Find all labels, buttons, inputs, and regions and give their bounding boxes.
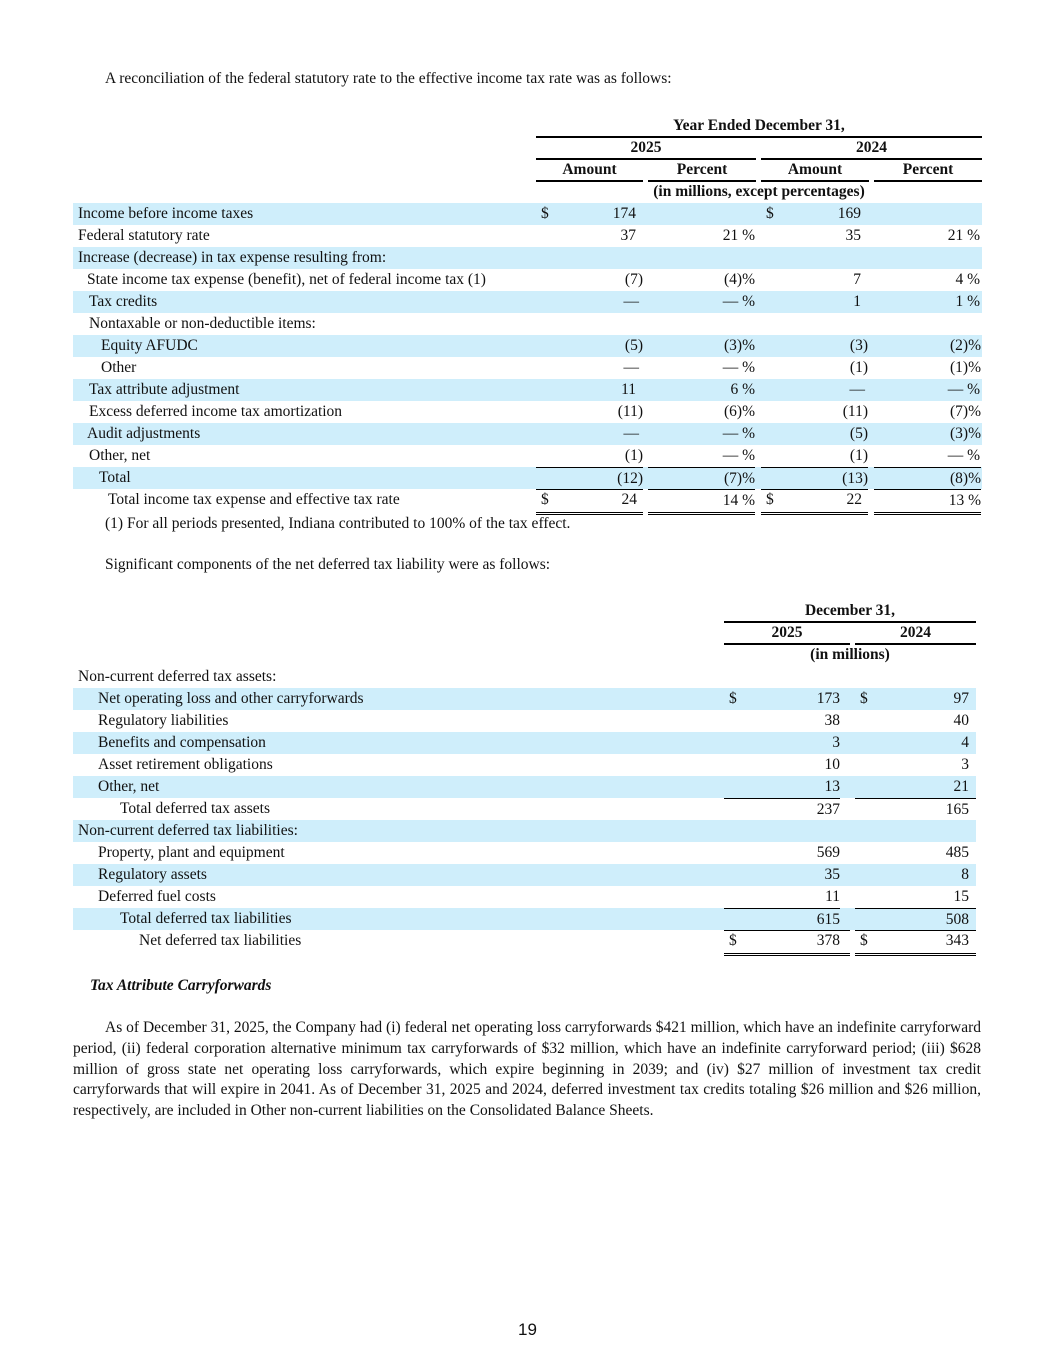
value-2025: 569 xyxy=(816,844,840,861)
header-year-ended: Year Ended December 31, xyxy=(536,115,982,138)
table-row xyxy=(73,776,976,798)
percent-2024: 4 % xyxy=(955,271,980,288)
percent-2025: (4)% xyxy=(724,271,755,288)
amount-2024: 7 xyxy=(853,271,861,288)
value-2025: 237 xyxy=(724,798,840,821)
row-label: Total deferred tax assets xyxy=(120,800,270,817)
value-2024-text: 165 xyxy=(945,801,969,818)
percent-2025: — % xyxy=(722,425,755,442)
table-row xyxy=(73,864,976,886)
row-label: Regulatory assets xyxy=(98,866,207,883)
amount-2024: (11) xyxy=(842,403,868,420)
percent-2025: 14 % xyxy=(648,489,755,515)
amount-2025: — xyxy=(623,359,639,376)
amount-2024: 35 xyxy=(845,227,861,244)
percent-2024: (1)% xyxy=(950,359,981,376)
dollar-sign: $ xyxy=(541,205,549,222)
value-2024: 97 xyxy=(953,690,969,707)
percent-2024: (7)% xyxy=(950,403,981,420)
amount-2025: (7) xyxy=(624,271,643,288)
table-row xyxy=(73,225,982,247)
intro-reconciliation: A reconciliation of the federal statutory rate to the effective income tax rate was as follows: xyxy=(105,70,672,87)
row-label: State income tax expense (benefit), net of federal income tax (1) xyxy=(87,271,486,288)
header-year-2024: 2024 xyxy=(855,622,976,645)
row-label: Deferred fuel costs xyxy=(98,888,216,905)
percent-2024: 21 % xyxy=(947,227,980,244)
row-label: Income before income taxes xyxy=(78,205,254,222)
percent-2024: (3)% xyxy=(950,425,981,442)
amount-2024: 1 xyxy=(853,293,861,310)
table-row xyxy=(73,688,976,710)
table-row xyxy=(73,842,976,864)
amount-2025: (1) xyxy=(624,447,643,464)
table-row xyxy=(73,798,976,820)
value-2025: 378 xyxy=(816,932,840,949)
dollar-sign: $ xyxy=(541,491,549,508)
amount-2024: 169 xyxy=(837,205,861,222)
dollar-sign: $ xyxy=(860,932,868,949)
table-row xyxy=(73,489,982,511)
header-year-2024: 2024 xyxy=(761,137,982,160)
table-row xyxy=(73,930,976,952)
row-label: Asset retirement obligations xyxy=(98,756,273,773)
value-2024 xyxy=(855,798,976,821)
percent-2024: — % xyxy=(947,447,980,464)
header-units: (in millions, except percentages) xyxy=(653,183,865,200)
row-label: Other, net xyxy=(98,778,160,795)
value-2025: 173 xyxy=(816,690,840,707)
footnote: (1) For all periods presented, Indiana contributed to 100% of the tax effect. xyxy=(105,515,571,532)
amount-2024: 22 xyxy=(846,491,862,508)
row-label: Property, plant and equipment xyxy=(98,844,285,861)
percent-2025: (3)% xyxy=(724,337,755,354)
header-amount-2025: Amount xyxy=(536,159,643,182)
percent-2025: (6)% xyxy=(724,403,755,420)
value-2024: 40 xyxy=(953,712,969,729)
percent-2024: 13 % xyxy=(874,489,981,515)
row-label: Excess deferred income tax amortization xyxy=(89,403,343,420)
row-label: Other, net xyxy=(89,447,151,464)
table-row xyxy=(73,203,982,225)
table-row xyxy=(73,908,976,930)
value-2025: 10 xyxy=(824,756,840,773)
amount-2025: 24 xyxy=(621,491,637,508)
amount-2024: — xyxy=(849,381,865,398)
row-label: Audit adjustments xyxy=(87,425,201,442)
dollar-sign: $ xyxy=(860,690,868,707)
value-2024: 15 xyxy=(953,888,969,905)
value-2024: 8 xyxy=(961,866,969,883)
amount-2025: 174 xyxy=(612,205,636,222)
amount-2025: 37 xyxy=(620,227,636,244)
percent-2024: 1 % xyxy=(955,293,980,310)
amount-2024: (3) xyxy=(849,337,868,354)
row-label: Total deferred tax liabilities xyxy=(120,910,292,927)
amount-2024: (5) xyxy=(849,425,868,442)
value-2025: 615 xyxy=(724,908,840,931)
value-2024: 343 xyxy=(945,932,969,949)
value-2025: 13 xyxy=(824,778,840,795)
row-label: Equity AFUDC xyxy=(101,337,198,354)
dollar-sign: $ xyxy=(729,690,737,707)
value-2025: 35 xyxy=(824,866,840,883)
value-2025: 3 xyxy=(832,734,840,751)
row-label: Federal statutory rate xyxy=(78,227,210,244)
amount-2025: (5) xyxy=(624,337,643,354)
amount-2024: (13) xyxy=(761,467,868,490)
table-row xyxy=(73,820,976,842)
row-label: Benefits and compensation xyxy=(98,734,266,751)
dollar-sign: $ xyxy=(766,491,774,508)
table-row xyxy=(73,357,982,379)
row-label: Non-current deferred tax assets: xyxy=(78,668,277,685)
dollar-sign: $ xyxy=(729,932,737,949)
table-row xyxy=(73,401,982,423)
row-label: Total xyxy=(99,469,131,486)
header-year-2025: 2025 xyxy=(724,622,850,645)
table-row xyxy=(73,886,976,908)
table-row xyxy=(73,247,982,269)
table-row xyxy=(73,754,976,776)
row-label: Nontaxable or non-deductible items: xyxy=(89,315,316,332)
header-units: (in millions) xyxy=(810,646,890,663)
table-row xyxy=(73,269,982,291)
carryforwards-text: As of December 31, 2025, the Company had (i) federal net operating loss carryforwards $421 million, which have an indefinite carryforward period, (ii) federal corporation alternative minimum tax carryforwards of $32 million, which have an indefinite carryforward period; (iii) $628 million of gross state net operating loss carryforwards, which expire beginning in 2039; and (iv) $27 million of investment tax credit carryforwards that will expire in 2041. As of December 31, 2025 and 2024, deferred investment tax credits totaling $26 million and $26 million, respectively, are included in Other non-current liabilities on the Consolidated Balance Sheets. xyxy=(73,1019,981,1120)
percent-2025: — % xyxy=(722,293,755,310)
amount-2024: (1) xyxy=(849,447,868,464)
row-label: Regulatory liabilities xyxy=(98,712,229,729)
page-number: 19 xyxy=(518,1320,537,1339)
table-row xyxy=(73,335,982,357)
table-row xyxy=(73,732,976,754)
table-row xyxy=(73,467,982,489)
amount-2025: (12) xyxy=(536,467,643,490)
header-december-31: December 31, xyxy=(724,600,976,623)
row-label: Net operating loss and other carryforwards xyxy=(98,690,364,707)
value-2024-text: 508 xyxy=(945,911,969,928)
row-label: Tax credits xyxy=(89,293,158,310)
row-label: Tax attribute adjustment xyxy=(89,381,240,398)
percent-2025: — % xyxy=(722,447,755,464)
carryforwards-paragraph xyxy=(73,1018,981,1122)
percent-2025: 6 % xyxy=(730,381,755,398)
table-row xyxy=(73,666,976,688)
value-2025: 38 xyxy=(824,712,840,729)
percent-2025: 21 % xyxy=(722,227,755,244)
value-2024: 3 xyxy=(961,756,969,773)
percent-2024: — % xyxy=(947,381,980,398)
row-label: Other xyxy=(101,359,137,376)
intro-deferred: Significant components of the net deferred tax liability were as follows: xyxy=(105,556,551,573)
amount-2024: (1) xyxy=(849,359,868,376)
amount-2025: 11 xyxy=(621,381,636,398)
amount-2025: — xyxy=(623,425,639,442)
value-2024: 21 xyxy=(953,778,969,795)
row-label: Non-current deferred tax liabilities: xyxy=(78,822,298,839)
table-row xyxy=(73,710,976,732)
table-row xyxy=(73,379,982,401)
percent-2025: — % xyxy=(722,359,755,376)
table-row xyxy=(73,313,982,335)
table-row xyxy=(73,291,982,313)
value-2024: 4 xyxy=(961,734,969,751)
value-2024 xyxy=(855,908,976,931)
value-2025: 11 xyxy=(825,888,840,905)
section-title-carryforwards: Tax Attribute Carryforwards xyxy=(90,977,272,994)
row-label: Net deferred tax liabilities xyxy=(139,932,302,949)
row-label: Total income tax expense and effective tax rate xyxy=(108,491,400,508)
percent-2024: (8)% xyxy=(874,467,981,490)
percent-2024: (2)% xyxy=(950,337,981,354)
value-2024: 485 xyxy=(945,844,969,861)
amount-2025: (11) xyxy=(617,403,643,420)
header-percent-2025: Percent xyxy=(648,159,756,182)
amount-2025: — xyxy=(623,293,639,310)
table-row xyxy=(73,445,982,467)
table-row xyxy=(73,423,982,445)
header-amount-2024: Amount xyxy=(761,159,869,182)
percent-2025: (7)% xyxy=(648,467,755,490)
row-label: Increase (decrease) in tax expense resulting from: xyxy=(78,249,387,266)
header-year-2025: 2025 xyxy=(536,137,756,160)
header-percent-2024: Percent xyxy=(874,159,982,182)
dollar-sign: $ xyxy=(766,205,774,222)
